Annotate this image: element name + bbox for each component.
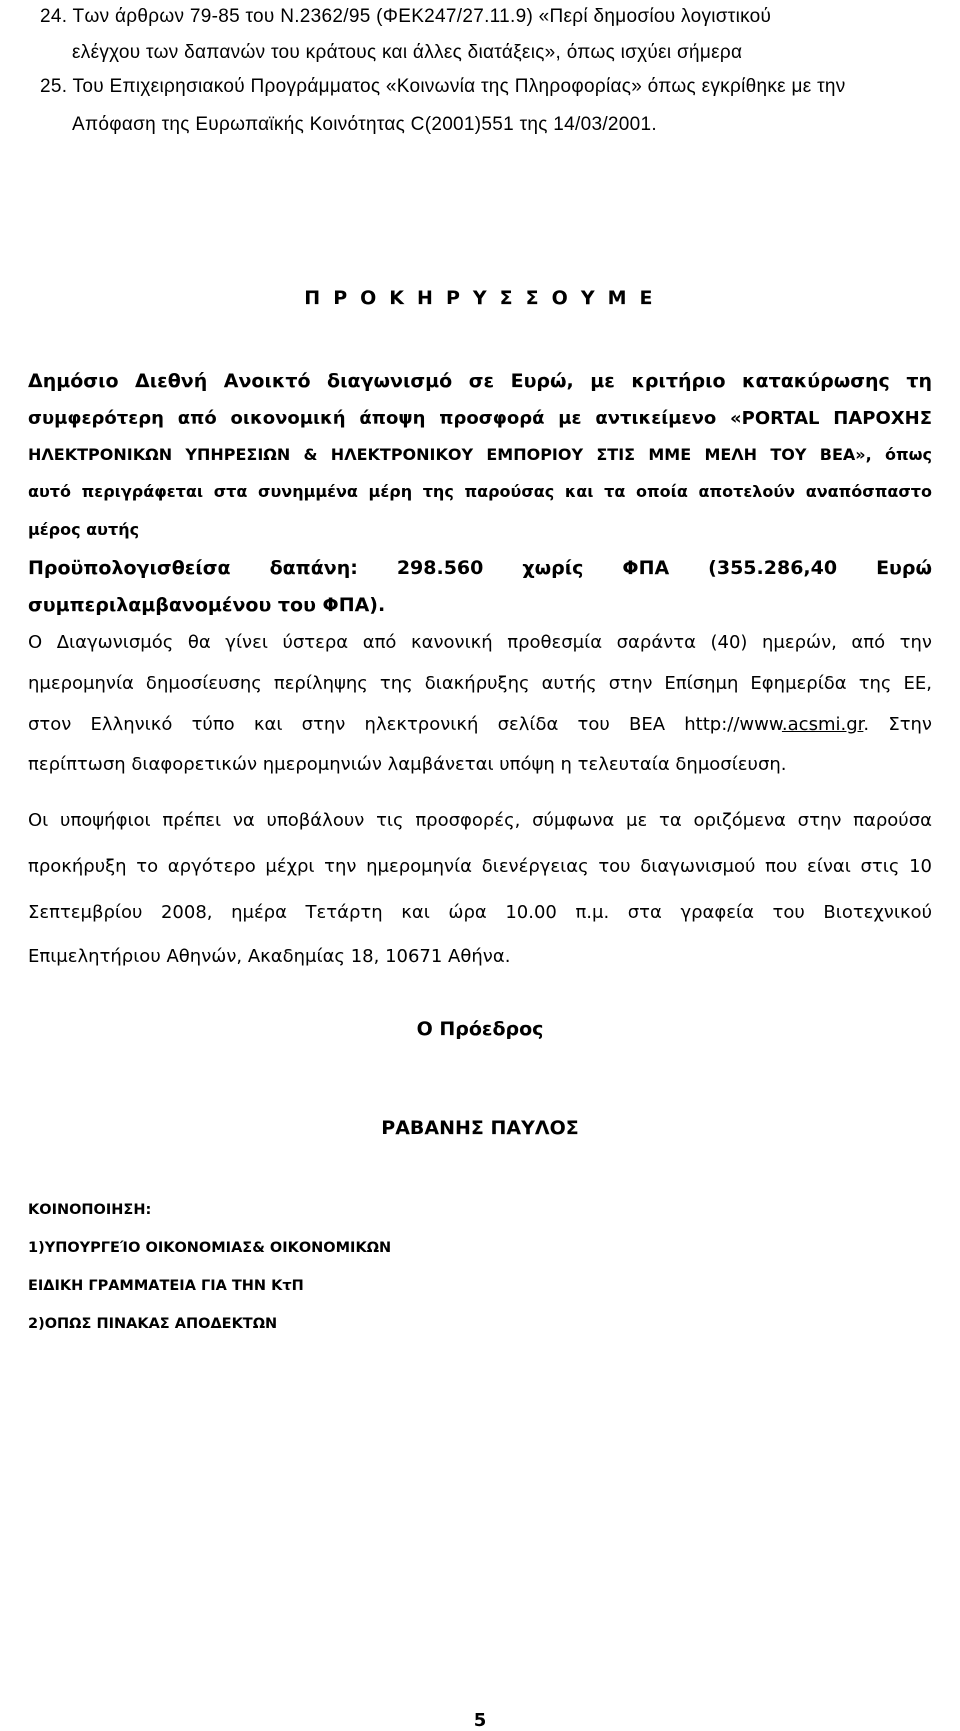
reference-item-24-line-1: 24. Των άρθρων 79-85 του Ν.2362/95 (ΦΕΚ247/27.11.9) «Περί δημοσίου λογιστικού	[40, 6, 772, 27]
distribution-item: ΕΙΔΙΚΗ ΓΡΑΜΜΑΤΕΙΑ ΓΙΑ ΤΗΝ ΚτΠ	[28, 1278, 304, 1294]
page-number: 5	[473, 1710, 487, 1731]
signer-role: Ο Πρόεδρος	[416, 1018, 544, 1040]
budget-line: Προϋπολογισθείσα δαπάνη: 298.560 χωρίς ΦΠΑ (355.286,40 Ευρώ	[28, 557, 932, 579]
distribution-item: 1)ΥΠΟΥΡΓΕΊΟ ΟΙΚΟΝΟΜΙΑΣ& ΟΙΚΟΝΟΜΙΚΩΝ	[28, 1240, 392, 1256]
deadline-line: περίπτωση διαφορετικών ημερομηνιών λαμβάνεται υπόψη η τελευταία δημοσίευση.	[28, 754, 787, 775]
deadline-line: ημερομηνία δημοσίευσης περίληψης της διακήρυξης αυτής στην Επίσημη Εφημερίδα της ΕΕ,	[28, 673, 932, 694]
tender-subject-line: ΗΛΕΚΤΡΟΝΙΚΩΝ ΥΠΗΡΕΣΙΩΝ & ΗΛΕΚΤΡΟΝΙΚΟΥ ΕΜΠΟΡΙΟΥ ΣΤΙΣ ΜΜΕ ΜΕΛΗ ΤΟΥ ΒΕΑ», όπως	[28, 445, 932, 464]
reference-item-25-line-1: 25. Του Επιχειρησιακού Προγράμματος «Κοινωνία της Πληροφορίας» όπως εγκρίθηκε με την	[40, 76, 846, 97]
tender-subject-line: αυτό περιγράφεται στα συνημμένα μέρη της παρούσας και τα οποία αποτελούν αναπόσπαστο	[28, 482, 932, 501]
submission-line: Οι υποψήφιοι πρέπει να υποβάλουν τις προσφορές, σύμφωνα με τα οριζόμενα στην παρούσα	[28, 810, 932, 831]
announcement-heading: Π Ρ Ο Κ Η Ρ Υ Σ Σ Ο Υ Μ Ε	[304, 287, 656, 309]
distribution-item: 2)ΟΠΩΣ ΠΙΝΑΚΑΣ ΑΠΟΔΕΚΤΩΝ	[28, 1316, 278, 1332]
signer-name: ΡΑΒΑΝΗΣ ΠΑΥΛΟΣ	[381, 1117, 579, 1139]
deadline-line: Ο Διαγωνισμός θα γίνει ύστερα από κανονική προθεσμία σαράντα (40) ημερών, από την	[28, 632, 932, 653]
distribution-title: ΚΟΙΝΟΠΟΙΗΣΗ:	[28, 1202, 152, 1218]
deadline-line-text: στον Ελληνικό τύπο και στην ηλεκτρονική σελίδα του ΒΕΑ http://www	[28, 714, 782, 735]
deadline-line	[28, 714, 932, 735]
reference-item-25-line-2: Απόφαση της Ευρωπαϊκής Κοινότητας C(2001)551 της 14/03/2001.	[72, 114, 657, 135]
submission-line: Επιμελητήριου Αθηνών, Ακαδημίας 18, 10671 Αθήνα.	[28, 946, 511, 967]
submission-line: Σεπτεμβρίου 2008, ημέρα Τετάρτη και ώρα 10.00 π.μ. στα γραφεία του Βιοτεχνικού	[28, 902, 932, 923]
tender-subject-line: συμφερότερη από οικονομική άποψη προσφορά με αντικείμενο «PORTAL ΠΑΡΟΧΗΣ	[28, 408, 932, 429]
budget-line: συμπεριλαμβανομένου του ΦΠΑ).	[28, 594, 386, 616]
website-link[interactable]: .acsmi.gr	[781, 714, 864, 735]
tender-subject-line: μέρος αυτής	[28, 520, 140, 539]
tender-subject-line: Δημόσιο Διεθνή Ανοικτό διαγωνισμό σε Ευρώ, με κριτήριο κατακύρωσης τη	[28, 370, 932, 392]
submission-line: προκήρυξη το αργότερο μέχρι την ημερομηνία διενέργειας του διαγωνισμού που είναι στις 10	[28, 856, 932, 877]
deadline-line-text: . Στην	[863, 714, 932, 735]
reference-item-24-line-2: ελέγχου των δαπανών του κράτους και άλλες διατάξεις», όπως ισχύει σήμερα	[72, 42, 743, 63]
